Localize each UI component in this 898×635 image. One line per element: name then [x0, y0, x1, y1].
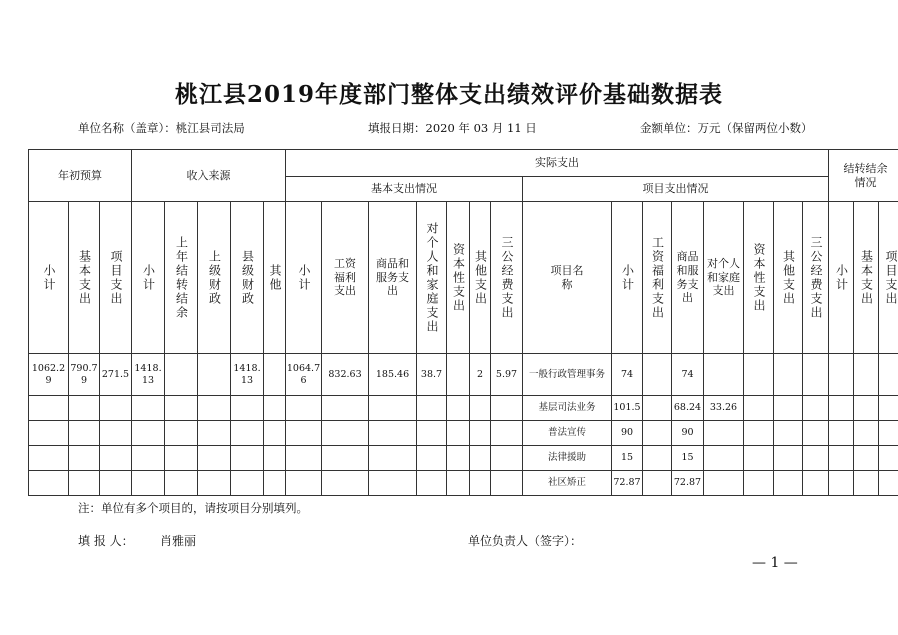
cell-a-goods: 185.46 [369, 354, 417, 396]
col-p-wage: 工资福利支出 [643, 202, 672, 354]
table-row [29, 396, 898, 421]
col-i-carry: 上年结转结余 [165, 202, 198, 354]
cell-a-wage: 832.63 [322, 354, 369, 396]
header-project: 项目支出情况 [523, 177, 829, 202]
col-i-other: 其他 [264, 202, 286, 354]
cell-c-proj [879, 354, 898, 396]
col-b-total: 小计 [29, 202, 69, 354]
header-budget: 年初预算 [29, 150, 132, 202]
cell-p-personal [704, 354, 744, 396]
currency-unit: 金额单位：万元（保留两位小数） [640, 121, 813, 135]
cell-p-goods: 74 [672, 354, 704, 396]
cell-i-county: 1418.13 [231, 354, 264, 396]
report-title: 桃江县2019年度部门整体支出绩效评价基础数据表 [174, 81, 723, 108]
cell-p-name: 普法宣传 [523, 421, 612, 446]
cell-b-basic: 790.79 [69, 354, 100, 396]
cell-b-proj: 271.5 [100, 354, 132, 396]
header-income: 收入来源 [132, 150, 286, 202]
table-row [29, 421, 898, 446]
cell-p-name: 社区矫正 [523, 471, 612, 496]
table-row [29, 446, 898, 471]
cell-p-goods: 15 [672, 446, 704, 471]
table-row [29, 471, 898, 496]
cell-p-total: 74 [612, 354, 643, 396]
col-c-total: 小计 [829, 202, 854, 354]
table-row [29, 354, 898, 396]
col-b-proj: 项目支出 [100, 202, 132, 354]
col-i-county: 县级财政 [231, 202, 264, 354]
cell-i-total: 1418.13 [132, 354, 165, 396]
header-row-3 [29, 202, 898, 354]
cell-p-total: 72.87 [612, 471, 643, 496]
fill-date: 填报日期：2020 年 03 月 11 日 [368, 121, 537, 135]
cell-p-total: 101.5 [612, 396, 643, 421]
filler-label: 填 报 人： [78, 534, 134, 548]
cell-a-capital [447, 354, 470, 396]
cell-p-wage [643, 354, 672, 396]
col-b-basic: 基本支出 [69, 202, 100, 354]
cell-b-total: 1062.29 [29, 354, 69, 396]
col-a-capital: 资本性支出 [447, 202, 470, 354]
cell-c-total [829, 354, 854, 396]
footnote: 注：单位有多个项目的，请按项目分别填列。 [78, 501, 308, 515]
cell-i-other [264, 354, 286, 396]
head-signature-label: 单位负责人（签字）： [468, 534, 583, 548]
col-p-other: 其他支出 [774, 202, 803, 354]
cell-p-goods: 72.87 [672, 471, 704, 496]
col-c-proj: 项目支出 [879, 202, 898, 354]
cell-p-capital [744, 354, 774, 396]
header-row-1 [29, 150, 898, 177]
header-basic: 基本支出情况 [286, 177, 523, 202]
header-carry: 结转结余情况 [829, 150, 898, 202]
cell-p-personal [704, 471, 744, 496]
cell-i-upper [198, 354, 231, 396]
cell-c-basic [854, 354, 879, 396]
cell-p-personal [704, 421, 744, 446]
cell-p-personal: 33.26 [704, 396, 744, 421]
cell-i-carry [165, 354, 198, 396]
cell-a-total: 1064.76 [286, 354, 322, 396]
col-p-name: 项目名称 [523, 202, 612, 354]
col-i-upper: 上级财政 [198, 202, 231, 354]
page-number: — 1 — [752, 555, 798, 571]
col-p-three: 三公经费支出 [803, 202, 829, 354]
col-i-total: 小计 [132, 202, 165, 354]
col-p-personal: 对个人和家庭支出 [704, 202, 744, 354]
cell-p-other [774, 354, 803, 396]
cell-p-goods: 68.24 [672, 396, 704, 421]
cell-a-other: 2 [470, 354, 491, 396]
header-actual: 实际支出 [286, 150, 829, 177]
col-p-total: 小计 [612, 202, 643, 354]
cell-p-name: 基层司法业务 [523, 396, 612, 421]
col-a-goods: 商品和服务支出 [369, 202, 417, 354]
filler-name: 肖雅丽 [160, 534, 197, 548]
cell-a-three: 5.97 [491, 354, 523, 396]
col-a-personal: 对个人和家庭支出 [417, 202, 447, 354]
unit-name: 单位名称（盖章）：桃江县司法局 [78, 121, 245, 135]
cell-p-total: 15 [612, 446, 643, 471]
cell-a-personal: 38.7 [417, 354, 447, 396]
col-p-goods: 商品和服务支出 [672, 202, 704, 354]
cell-p-name: 一般行政管理事务 [523, 354, 612, 396]
cell-p-name: 法律援助 [523, 446, 612, 471]
col-p-capital: 资本性支出 [744, 202, 774, 354]
col-c-basic: 基本支出 [854, 202, 879, 354]
cell-p-personal [704, 446, 744, 471]
cell-p-total: 90 [612, 421, 643, 446]
col-a-wage: 工资福利支出 [322, 202, 369, 354]
col-a-three: 三公经费支出 [491, 202, 523, 354]
col-a-total: 小计 [286, 202, 322, 354]
cell-p-three [803, 354, 829, 396]
cell-p-goods: 90 [672, 421, 704, 446]
col-a-other: 其他支出 [470, 202, 491, 354]
report-table [28, 149, 898, 496]
